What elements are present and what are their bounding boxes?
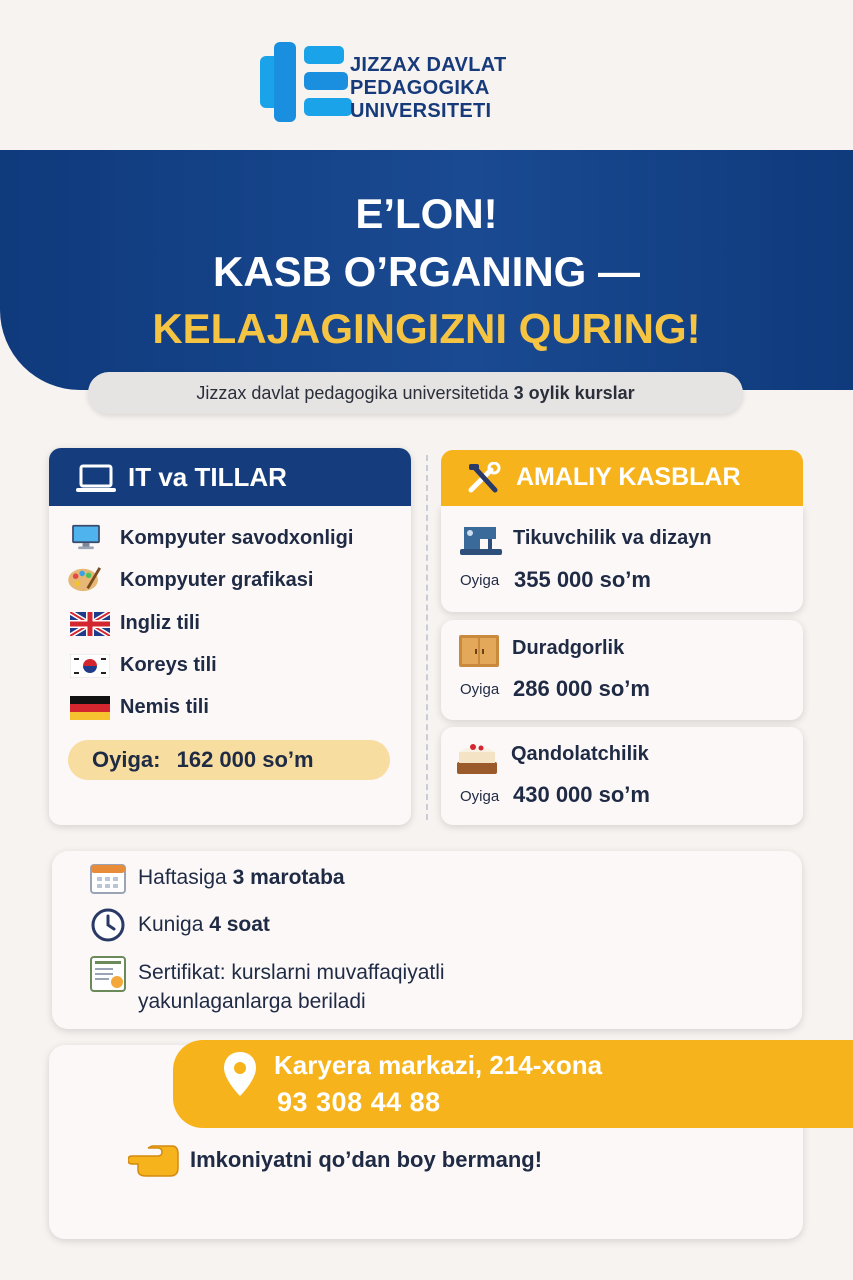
practical-title: AMALIY KASBLAR — [516, 463, 741, 491]
sewing-machine-icon — [458, 521, 504, 557]
subtitle-bold: 3 oylik kurslar — [513, 383, 635, 403]
laptop-icon — [75, 464, 117, 494]
certificate-line-1: Sertifikat: kurslarni muvaffaqiyatli — [138, 961, 445, 984]
pointing-hand-icon — [128, 1144, 180, 1178]
korea-flag-icon — [70, 654, 110, 678]
logo-line-2: PEDAGOGIKA — [350, 77, 490, 99]
university-name — [350, 54, 507, 123]
location-pin-icon — [222, 1050, 258, 1098]
sewing-per: Oyiga — [460, 572, 500, 589]
monitor-icon — [69, 524, 103, 550]
logo-line-3: UNIVERSITETI — [350, 100, 492, 122]
cake-icon — [453, 738, 501, 776]
schedule-daily — [138, 913, 270, 937]
carpentry-per: Oyiga — [460, 681, 500, 698]
course-computer-graphics: Kompyuter grafikasi — [120, 569, 314, 591]
it-price-pill — [68, 740, 390, 780]
schedule-weekly-prefix: Haftasiga — [138, 866, 233, 889]
wardrobe-icon — [457, 633, 501, 669]
headline-future: KELAJAGINGIZNI QURING! — [152, 305, 701, 352]
cta-text: Imkoniyatni qo’dan boy bermang! — [190, 1147, 543, 1172]
course-english: Ingliz tili — [120, 612, 200, 634]
contact-location: Karyera markazi, 214-xona — [274, 1050, 603, 1080]
course-korean: Koreys tili — [120, 654, 217, 676]
schedule-daily-prefix: Kuniga — [138, 913, 210, 936]
confectionery-per: Oyiga — [460, 788, 500, 805]
sewing-price: 355 000 so’m — [514, 567, 651, 592]
course-confectionery: Qandolatchilik — [511, 743, 649, 765]
contact-phone[interactable]: 93 308 44 88 — [277, 1087, 441, 1117]
it-languages-title: IT va TILLAR — [128, 462, 287, 492]
subtitle-prefix: Jizzax davlat pedagogika universitetida — [196, 383, 514, 403]
headline-announcement: E’LON! — [355, 190, 498, 237]
schedule-weekly-value: 3 marotaba — [232, 866, 345, 889]
schedule-weekly — [138, 866, 345, 890]
palette-icon — [67, 566, 101, 592]
germany-flag-icon — [70, 696, 110, 720]
course-carpentry: Duradgorlik — [512, 637, 625, 659]
tools-icon — [465, 462, 505, 496]
column-divider — [426, 455, 428, 820]
certificate-line-2: yakunlaganlarga beriladi — [138, 990, 366, 1013]
clock-icon — [91, 908, 125, 942]
confectionery-price: 430 000 so’m — [513, 782, 650, 807]
course-german: Nemis tili — [120, 696, 209, 718]
subtitle-pill — [88, 372, 743, 414]
schedule-daily-value: 4 soat — [209, 913, 270, 936]
headline-learn: KASB O’RGANING — — [212, 248, 640, 295]
it-price-value: 162 000 so’m — [176, 747, 314, 772]
course-sewing: Tikuvchilik va dizayn — [513, 527, 712, 549]
calendar-icon — [89, 861, 127, 895]
certificate-info — [138, 958, 445, 1016]
uk-flag-icon — [70, 612, 110, 636]
it-price-label: Oyiga: — [92, 747, 161, 772]
logo-line-1: JIZZAX DAVLAT — [350, 54, 507, 76]
course-computer-literacy: Kompyuter savodxonligi — [120, 527, 354, 549]
carpentry-price: 286 000 so’m — [513, 676, 650, 701]
certificate-icon — [89, 955, 127, 995]
